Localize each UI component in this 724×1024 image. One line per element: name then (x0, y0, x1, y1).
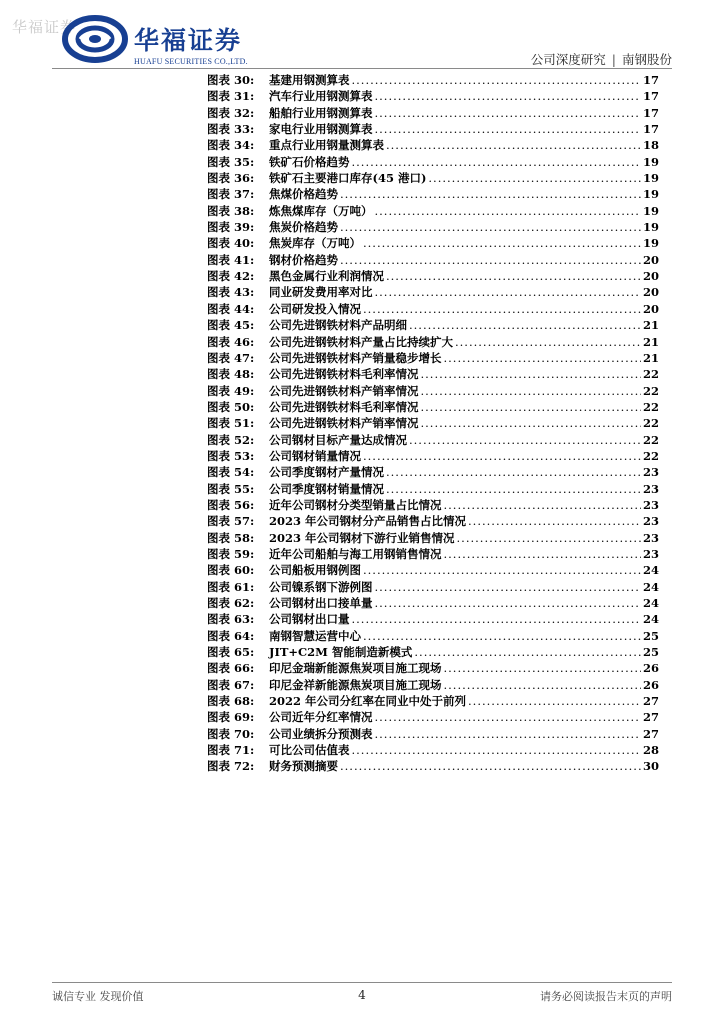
toc-page-number: 21 (642, 318, 659, 333)
toc-figure-number: 图表 35: (207, 154, 255, 169)
toc-dot-leader (363, 448, 641, 464)
toc-dot-leader (455, 334, 641, 350)
toc-figure-number: 图表 64: (207, 628, 255, 643)
toc-dot-leader (375, 709, 641, 725)
toc-figure-number: 图表 70: (207, 726, 255, 741)
toc-entry[interactable] (207, 677, 659, 693)
toc-entry[interactable] (207, 415, 659, 431)
toc-page-number: 19 (642, 220, 659, 235)
footer-disclaimer: 请务必阅读报告末页的声明 (540, 990, 672, 1003)
toc-figure-title: 铁矿石价格趋势 (269, 154, 350, 169)
toc-page-number: 25 (642, 628, 659, 643)
toc-dot-leader (468, 693, 641, 709)
toc-dot-leader (352, 72, 641, 88)
toc-figure-title: 南钢智慧运营中心 (269, 628, 361, 643)
toc-dot-leader (421, 383, 641, 399)
toc-figure-number: 图表 49: (207, 383, 255, 398)
toc-figure-number: 图表 72: (207, 759, 255, 774)
toc-dot-leader (363, 628, 641, 644)
toc-entry[interactable] (207, 252, 659, 268)
toc-entry[interactable] (207, 268, 659, 284)
toc-figure-title: 钢材价格趋势 (269, 252, 338, 267)
toc-page-number: 26 (642, 661, 659, 676)
toc-figure-title: 2023 年公司钢材分产品销售占比情况 (269, 514, 467, 529)
toc-figure-title: 公司钢材出口接单量 (269, 596, 373, 610)
toc-entry[interactable] (207, 154, 659, 170)
toc-dot-leader (363, 562, 641, 578)
toc-dot-leader (386, 481, 641, 497)
toc-figure-number: 图表 42: (207, 269, 255, 284)
toc-figure-number: 图表 57: (207, 514, 255, 529)
toc-dot-leader (457, 530, 641, 546)
toc-figure-title: 汽车行业用钢测算表 (269, 89, 373, 104)
toc-entry[interactable] (207, 72, 659, 88)
toc-figure-title: 公司季度钢材销量情况 (269, 481, 384, 496)
toc-entry[interactable] (207, 513, 659, 529)
toc-dot-leader (375, 726, 641, 742)
toc-figure-number: 图表 63: (207, 612, 255, 627)
toc-entry[interactable] (207, 644, 659, 660)
toc-page-number: 19 (642, 187, 659, 202)
toc-entry[interactable] (207, 611, 659, 627)
logo-english-name: HUAFU SECURITIES CO.,LTD. (134, 57, 248, 66)
toc-figure-number: 图表 50: (207, 399, 255, 414)
toc-entry[interactable] (207, 105, 659, 121)
toc-dot-leader (375, 121, 641, 137)
toc-figure-title: 公司研发投入情况 (269, 301, 361, 316)
toc-figure-number: 图表 53: (207, 448, 255, 463)
toc-entry[interactable] (207, 709, 659, 725)
toc-entry[interactable] (207, 366, 659, 382)
toc-dot-leader (421, 399, 641, 415)
toc-page-number: 19 (642, 171, 659, 186)
toc-entry[interactable] (207, 203, 659, 219)
toc-entry[interactable] (207, 579, 659, 595)
report-header (531, 50, 672, 68)
toc-page-number: 19 (642, 203, 659, 218)
toc-entry[interactable] (207, 595, 659, 611)
toc-figure-number: 图表 46: (207, 334, 255, 349)
toc-dot-leader (340, 219, 641, 235)
toc-entry[interactable] (207, 758, 659, 774)
toc-figure-number: 图表 51: (207, 416, 255, 431)
toc-figure-number: 图表 61: (207, 579, 255, 594)
toc-entry[interactable] (207, 350, 659, 366)
toc-page-number: 27 (642, 694, 659, 709)
toc-entry[interactable] (207, 481, 659, 497)
toc-entry[interactable] (207, 334, 659, 350)
footer-slogan: 诚信专业 发现价值 (52, 990, 144, 1003)
toc-figure-title: 焦炭库存（万吨） (269, 236, 361, 251)
toc-dot-leader (340, 186, 641, 202)
toc-figure-number: 图表 52: (207, 432, 255, 447)
toc-entry[interactable] (207, 170, 659, 186)
toc-figure-number: 图表 39: (207, 220, 255, 235)
toc-figure-title: 公司近年分红率情况 (269, 710, 373, 725)
toc-figure-number: 图表 47: (207, 350, 255, 365)
toc-page-number: 17 (642, 73, 659, 87)
toc-page-number: 28 (642, 743, 659, 758)
toc-entry[interactable] (207, 284, 659, 300)
company-name: 南钢股份 (621, 52, 672, 67)
toc-figure-number: 图表 69: (207, 710, 255, 725)
toc-entry[interactable] (207, 235, 659, 251)
toc-entry[interactable] (207, 88, 659, 104)
toc-page-number: 21 (642, 350, 659, 365)
toc-entry[interactable] (207, 530, 659, 546)
toc-dot-leader (363, 235, 641, 251)
toc-figure-title: 财务预测摘要 (269, 759, 338, 774)
toc-figure-number: 图表 48: (207, 367, 255, 382)
toc-entry[interactable] (207, 121, 659, 137)
toc-dot-leader (444, 350, 641, 366)
toc-dot-leader (444, 497, 641, 513)
toc-dot-leader (352, 742, 641, 758)
toc-entry[interactable] (207, 383, 659, 399)
toc-entry[interactable] (207, 562, 659, 578)
toc-dot-leader (340, 252, 641, 268)
toc-page-number: 17 (642, 105, 659, 120)
toc-dot-leader (414, 644, 641, 660)
toc-entry[interactable] (207, 628, 659, 644)
toc-dot-leader (386, 137, 641, 153)
toc-figure-title: 焦炭价格趋势 (269, 220, 338, 235)
toc-dot-leader (386, 464, 641, 480)
toc-figure-title: 公司季度钢材产量情况 (269, 465, 384, 480)
toc-entry[interactable] (207, 137, 659, 153)
toc-figure-title: 炼焦煤库存（万吨） (269, 203, 373, 218)
toc-page-number: 22 (642, 448, 659, 463)
toc-figure-title: 家电行业用钢测算表 (269, 122, 373, 137)
toc-page-number: 20 (642, 252, 659, 267)
toc-page-number: 23 (642, 546, 659, 561)
toc-page-number: 20 (642, 301, 659, 316)
toc-entry[interactable] (207, 742, 659, 758)
toc-page-number: 22 (642, 399, 659, 414)
toc-figure-number: 图表 71: (207, 743, 255, 758)
toc-figure-title: 公司船板用钢例图 (269, 563, 361, 578)
toc-figure-title: 公司钢材出口量 (269, 612, 350, 627)
toc-page-number: 18 (642, 138, 659, 153)
toc-dot-leader (375, 203, 641, 219)
toc-dot-leader (363, 301, 641, 317)
toc-figure-number: 图表 38: (207, 203, 255, 218)
toc-figure-title: 印尼金祥新能源焦炭项目施工现场 (269, 677, 442, 692)
toc-entry[interactable] (207, 186, 659, 202)
toc-figure-number: 图表 54: (207, 465, 255, 480)
toc-figure-number: 图表 58: (207, 530, 255, 545)
toc-figure-title: 重点行业用钢量测算表 (269, 138, 384, 153)
logo-chinese-name: 华福证券 (134, 26, 243, 55)
toc-page-number: 22 (642, 367, 659, 382)
toc-dot-leader (375, 579, 641, 595)
toc-figure-title: 公司先进钢铁材料产销率情况 (269, 416, 419, 431)
toc-page-number: 23 (642, 481, 659, 496)
toc-figure-number: 图表 56: (207, 497, 255, 512)
toc-figure-title: 公司业绩拆分预测表 (269, 726, 373, 741)
toc-dot-leader (444, 660, 641, 676)
toc-figure-title: 黑色金属行业利润情况 (269, 269, 384, 284)
toc-dot-leader (421, 415, 641, 431)
toc-figure-number: 图表 37: (207, 187, 255, 202)
header-separator: | (611, 52, 616, 67)
toc-figure-title: 同业研发费用率对比 (269, 285, 373, 300)
toc-figure-title: 公司先进钢铁材料毛利率情况 (269, 399, 419, 414)
toc-figure-title: 2023 年公司钢材下游行业销售情况 (269, 530, 455, 545)
toc-dot-leader (375, 284, 641, 300)
footer-divider (52, 982, 672, 983)
toc-figure-number: 图表 30: (207, 73, 255, 87)
toc-dot-leader (428, 170, 641, 186)
toc-figure-number: 图表 66: (207, 661, 255, 676)
toc-page-number: 24 (642, 596, 659, 610)
toc-page-number: 19 (642, 236, 659, 251)
toc-figure-title: 公司镍系钢下游例图 (269, 579, 373, 594)
toc-entry[interactable] (207, 497, 659, 513)
figure-list (207, 72, 659, 775)
toc-page-number: 30 (642, 759, 659, 774)
toc-figure-number: 图表 65: (207, 645, 255, 660)
toc-dot-leader (444, 677, 641, 693)
toc-figure-number: 图表 33: (207, 122, 255, 137)
toc-entry[interactable] (207, 301, 659, 317)
toc-dot-leader (468, 513, 641, 529)
toc-entry[interactable] (207, 317, 659, 333)
toc-figure-number: 图表 36: (207, 171, 255, 186)
toc-page-number: 23 (642, 514, 659, 529)
toc-entry[interactable] (207, 660, 659, 676)
toc-page-number: 20 (642, 269, 659, 284)
toc-figure-title: 近年公司钢材分类型销量占比情况 (269, 497, 442, 512)
toc-page-number: 17 (642, 122, 659, 137)
toc-page-number: 24 (642, 579, 659, 594)
toc-page-number: 27 (642, 710, 659, 725)
toc-figure-number: 图表 40: (207, 236, 255, 251)
toc-dot-leader (444, 546, 641, 562)
toc-figure-title: 2022 年公司分红率在同业中处于前列 (269, 694, 467, 709)
toc-figure-title: 公司钢材目标产量达成情况 (269, 432, 407, 447)
toc-figure-number: 图表 34: (207, 138, 255, 153)
toc-figure-number: 图表 45: (207, 318, 255, 333)
toc-figure-title: 公司先进钢铁材料毛利率情况 (269, 367, 419, 382)
toc-figure-title: 公司先进钢铁材料产销量稳步增长 (269, 350, 442, 365)
toc-dot-leader (421, 366, 641, 382)
logo-swirl-icon (62, 14, 128, 64)
toc-entry[interactable] (207, 464, 659, 480)
toc-figure-title: 公司先进钢铁材料产量占比持续扩大 (269, 334, 453, 349)
toc-page-number: 17 (642, 89, 659, 104)
toc-entry[interactable] (207, 693, 659, 709)
toc-page-number: 24 (642, 563, 659, 578)
toc-figure-title: JIT+C2M 智能制造新模式 (269, 645, 413, 660)
toc-dot-leader (352, 154, 641, 170)
toc-figure-number: 图表 62: (207, 596, 255, 610)
toc-page-number: 27 (642, 726, 659, 741)
report-type: 公司深度研究 (530, 52, 606, 67)
toc-page-number: 23 (642, 465, 659, 480)
toc-dot-leader (409, 317, 641, 333)
toc-dot-leader (409, 432, 641, 448)
toc-figure-number: 图表 32: (207, 105, 255, 120)
toc-page-number: 25 (642, 645, 659, 660)
company-logo (62, 14, 272, 64)
toc-figure-title: 船舶行业用钢测算表 (269, 105, 373, 120)
toc-figure-number: 图表 44: (207, 301, 255, 316)
toc-figure-title: 铁矿石主要港口库存(45 港口) (269, 171, 427, 186)
toc-entry[interactable] (207, 399, 659, 415)
toc-figure-title: 可比公司估值表 (269, 743, 350, 758)
toc-figure-number: 图表 41: (207, 252, 255, 267)
toc-page-number: 23 (642, 530, 659, 545)
toc-page-number: 19 (642, 154, 659, 169)
toc-figure-number: 图表 43: (207, 285, 255, 300)
toc-page-number: 21 (642, 334, 659, 349)
toc-entry[interactable] (207, 726, 659, 742)
toc-figure-number: 图表 31: (207, 89, 255, 104)
toc-dot-leader (375, 88, 641, 104)
toc-figure-number: 图表 67: (207, 677, 255, 692)
toc-figure-title: 印尼金瑞新能源焦炭项目施工现场 (269, 661, 442, 676)
toc-figure-number: 图表 60: (207, 563, 255, 578)
header-divider (52, 68, 672, 69)
toc-page-number: 20 (642, 285, 659, 300)
toc-page-number: 26 (642, 677, 659, 692)
toc-dot-leader (340, 758, 641, 774)
toc-figure-title: 公司先进钢铁材料产销率情况 (269, 383, 419, 398)
toc-figure-title: 焦煤价格趋势 (269, 187, 338, 202)
toc-figure-number: 图表 59: (207, 546, 255, 561)
toc-figure-title: 公司钢材销量情况 (269, 448, 361, 463)
toc-dot-leader (386, 268, 641, 284)
toc-entry[interactable] (207, 432, 659, 448)
toc-figure-number: 图表 55: (207, 481, 255, 496)
toc-page-number: 22 (642, 383, 659, 398)
toc-figure-title: 基建用钢测算表 (269, 73, 350, 87)
page-number: 4 (358, 988, 366, 1002)
toc-figure-title: 公司先进钢铁材料产品明细 (269, 318, 407, 333)
watermark-text: 华福证券 (12, 18, 77, 36)
toc-dot-leader (352, 611, 641, 627)
toc-figure-title: 近年公司船舶与海工用钢销售情况 (269, 546, 442, 561)
toc-entry[interactable] (207, 219, 659, 235)
toc-page-number: 22 (642, 432, 659, 447)
toc-page-number: 24 (642, 612, 659, 627)
toc-page-number: 23 (642, 497, 659, 512)
toc-entry[interactable] (207, 448, 659, 464)
toc-entry[interactable] (207, 546, 659, 562)
toc-page-number: 22 (642, 416, 659, 431)
toc-dot-leader (375, 105, 641, 121)
toc-dot-leader (375, 595, 641, 611)
toc-figure-number: 图表 68: (207, 694, 255, 709)
